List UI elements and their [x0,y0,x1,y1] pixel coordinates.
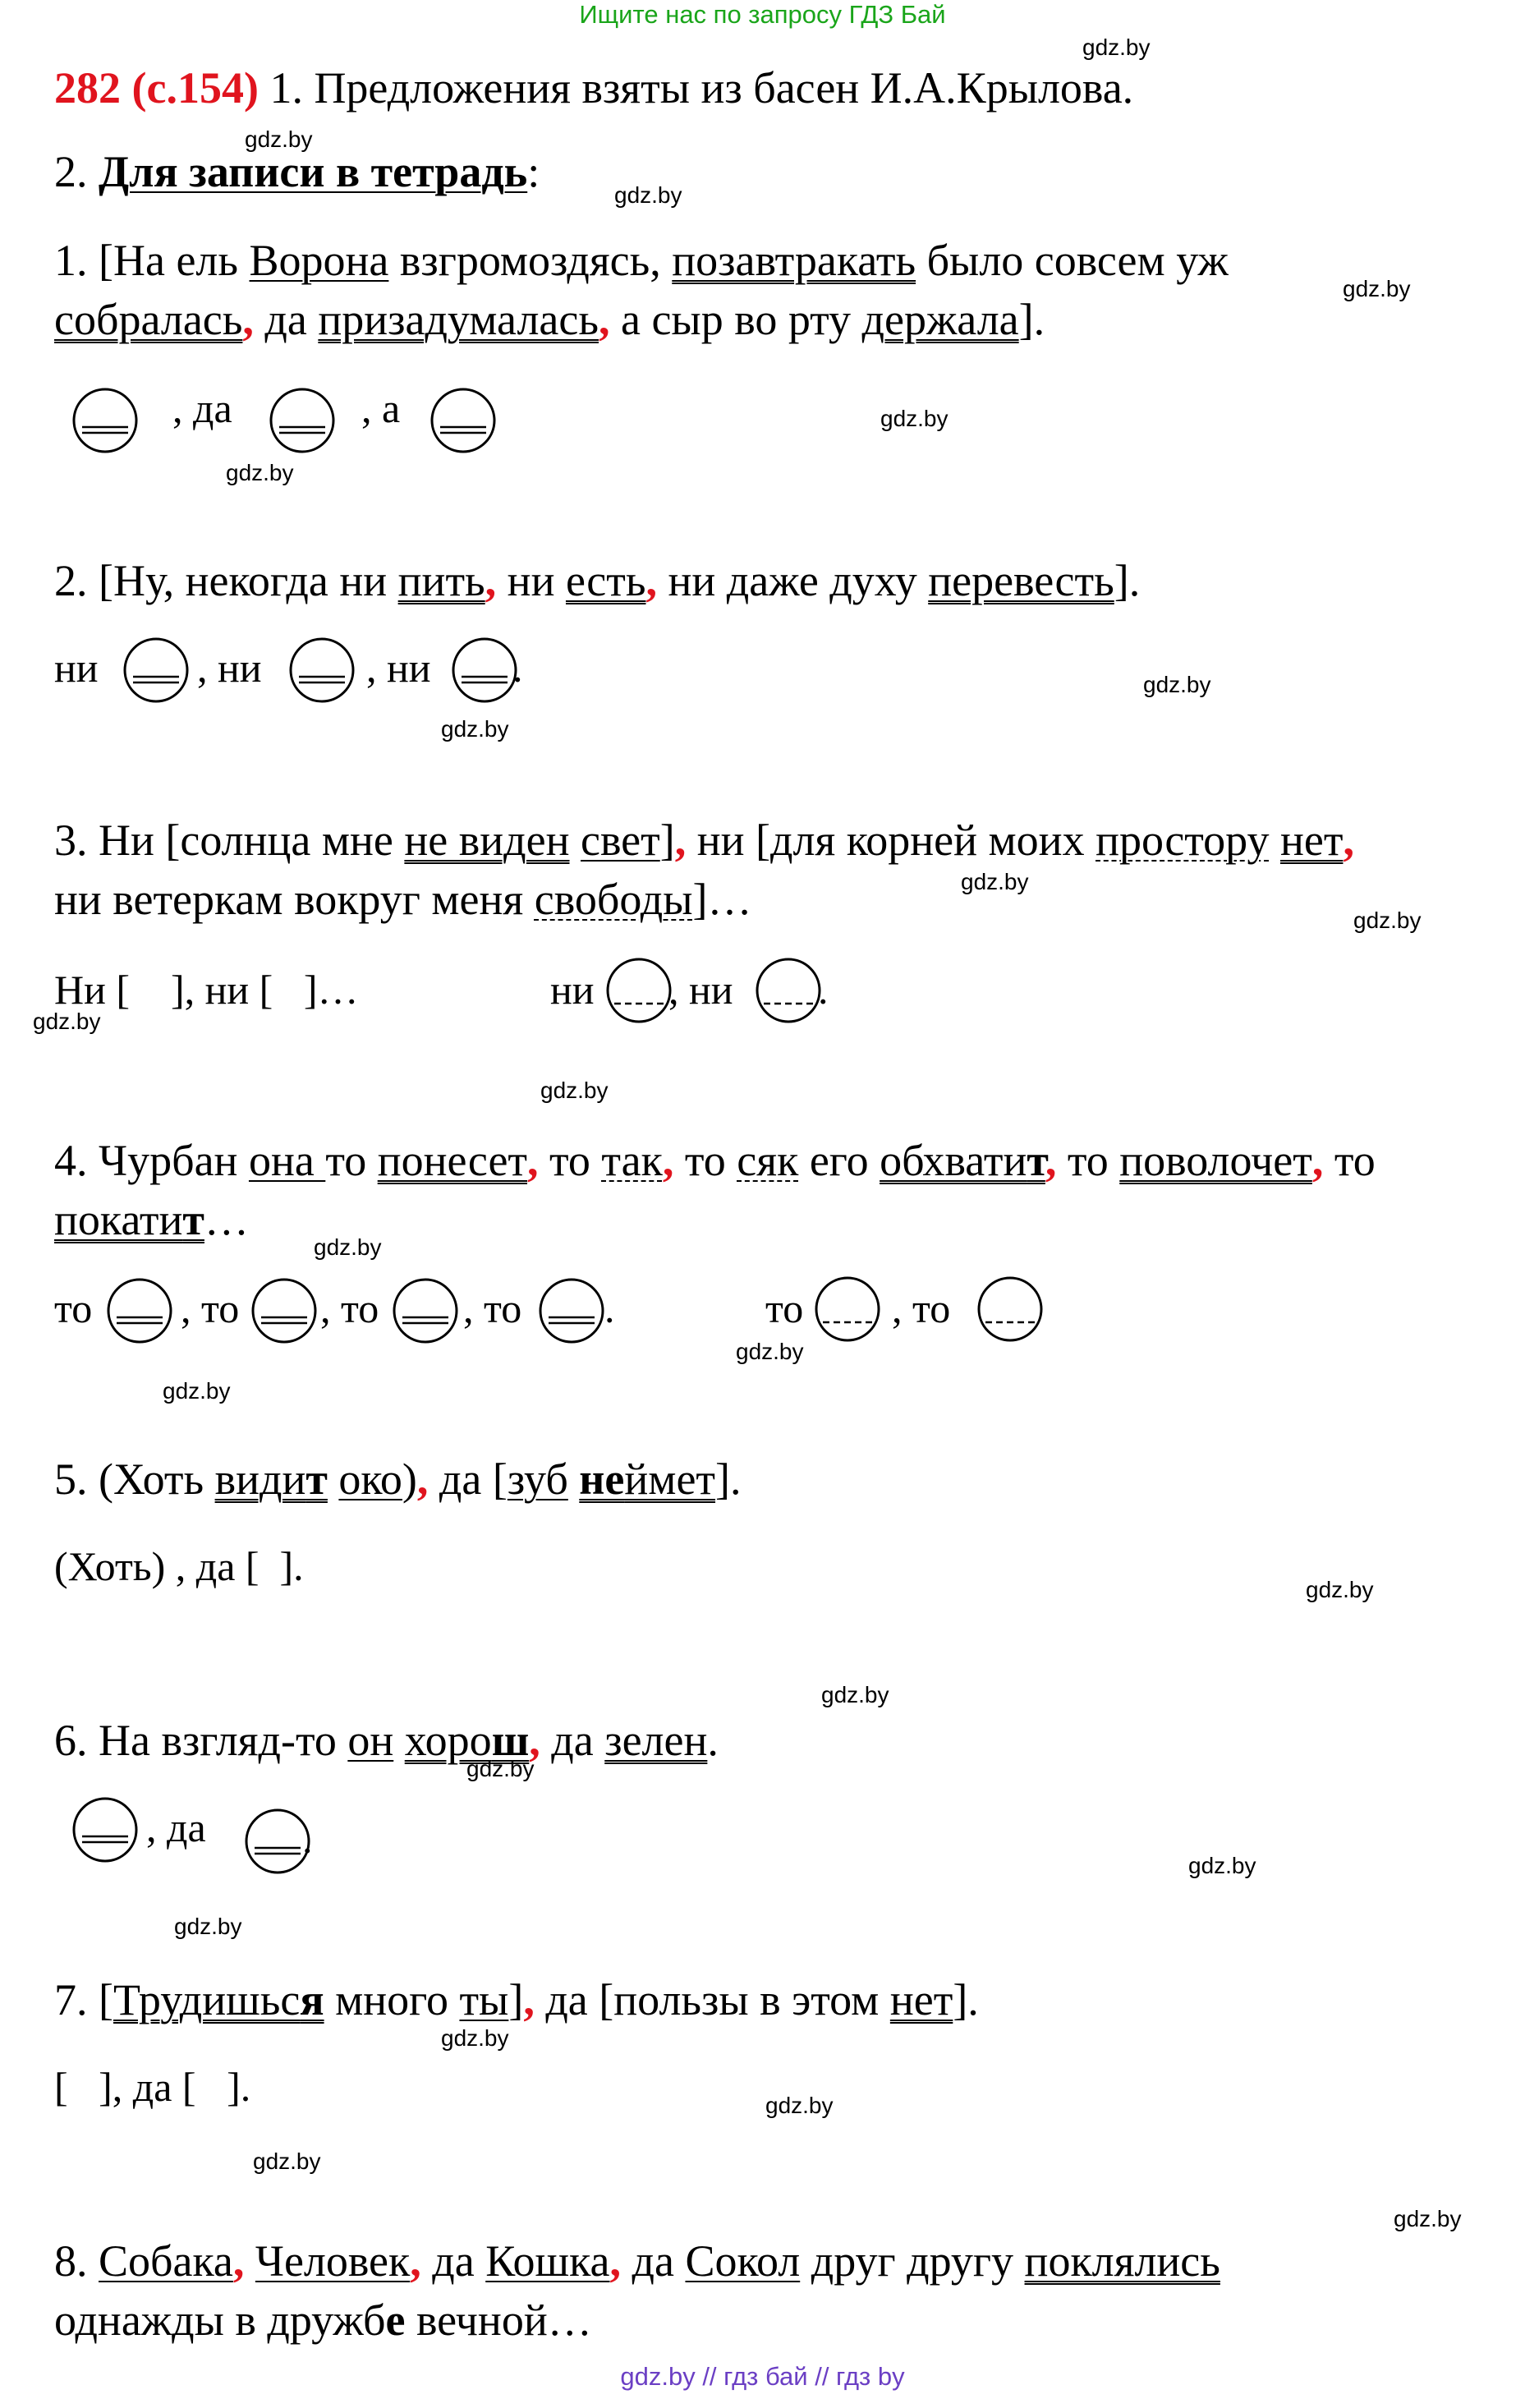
sentence-4-line-2: покатит… [54,1195,249,1244]
sentence-8-line-1: 8. Собака, Человек, да Кошка, да Сокол друг другу поклялись [54,2236,1220,2286]
watermark: gdz.by [163,1378,231,1404]
watermark: gdz.by [314,1234,382,1260]
task-number: 282 (с.154) [54,63,259,113]
watermark: gdz.by [1306,1577,1374,1602]
watermark: gdz.by [226,460,294,485]
circumstance-circle-icon [754,956,823,1025]
scheme-7: [ ], да [ ]. [54,2064,251,2110]
sentence-1-line-1: 1. [На ель Ворона взгромоздясь, позавтракать было совсем уж [54,236,1229,285]
predicate-circle-icon [105,1276,174,1345]
sentence-8-line-2: однажды в дружбе вечной… [54,2295,592,2345]
watermark: gdz.by [441,716,509,742]
predicate-circle-icon [391,1276,460,1345]
predicate-circle-icon [429,386,498,455]
sentence-5-line-1: 5. (Хоть видит око), да [зуб неймет]. [54,1454,742,1504]
watermark: gdz.by [1188,1853,1256,1878]
watermark: gdz.by [441,2025,509,2051]
scheme-5: (Хоть) , да [ ]. [54,1543,304,1589]
notebook-label: Для записи в тетрадь [99,147,528,196]
sentence-6-line-1: 6. На взгляд-то он хорош, да зелен. [54,1716,719,1765]
point-2: 2. Для записи в тетрадь: [54,147,540,196]
predicate-circle-icon [537,1276,606,1345]
watermark: gdz.by [1343,276,1411,301]
predicate-circle-icon [71,1795,140,1864]
sentence-3-line-1: 3. Ни [солнца мне не виден свет], ни [для корней моих простору нет, [54,816,1354,865]
watermark: gdz.by [1353,908,1422,933]
watermark: gdz.by [253,2148,321,2174]
watermark: gdz.by [821,1682,889,1707]
watermark: gdz.by [736,1339,804,1364]
watermark: gdz.by [1143,672,1211,697]
predicate-circle-icon [287,636,356,705]
sentence-3-line-2: ни ветеркам вокруг меня свободы]… [54,875,752,924]
predicate-circle-icon [250,1276,319,1345]
watermark: gdz.by [1394,2206,1462,2231]
sentence-4-line-1: 4. Чурбан она то понесет, то так, то сяк его обхватит, то поволочет, то [54,1136,1376,1185]
predicate-circle-icon [122,636,191,705]
watermark: gdz.by [1082,34,1151,60]
watermark: gdz.by [961,869,1029,894]
sentence-2-line-1: 2. [Ну, некогда ни пить, ни есть, ни даже духу перевесть]. [54,556,1141,605]
predicate-circle-icon [71,386,140,455]
watermark: gdz.by [245,126,313,152]
point-1: 1. Предложения взяты из басен И.А.Крылова. [269,63,1134,113]
sentence-7-line-1: 7. [Трудишься много ты], да [пользы в этом нет]. [54,1975,979,2024]
watermark: gdz.by [540,1078,609,1103]
predicate-circle-icon [450,636,519,705]
watermark: gdz.by [880,406,949,431]
watermark: gdz.by [765,2093,834,2118]
bottom-banner[interactable]: gdz.by // гдз бай // гдз by [620,2362,905,2391]
watermark: gdz.by [33,1009,101,1034]
top-banner[interactable]: Ищите нас по запросу ГДЗ Бай [579,0,946,29]
circumstance-circle-icon [604,956,673,1025]
watermark: gdz.by [466,1756,535,1781]
circumstance-circle-icon [813,1275,882,1344]
watermark: gdz.by [174,1914,242,1939]
predicate-circle-icon [268,386,337,455]
sentence-1-line-2: собралась, да призадумалась, а сыр во рту держала]. [54,295,1045,344]
watermark: gdz.by [614,182,682,208]
task-header [54,63,1134,113]
circumstance-circle-icon [976,1275,1045,1344]
